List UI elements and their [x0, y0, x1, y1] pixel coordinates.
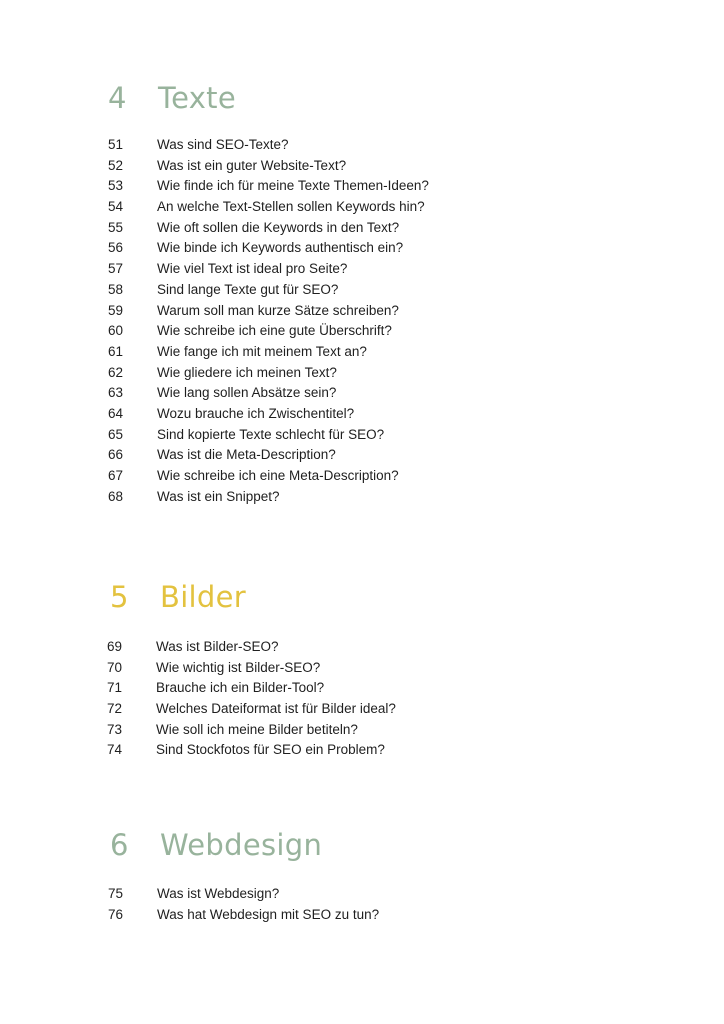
item-text: Wie viel Text ist ideal pro Seite? [157, 261, 348, 277]
section-title: Bilder [160, 580, 246, 614]
item-number: 54 [108, 199, 124, 215]
list-item [0, 156, 724, 177]
item-text: Sind lange Texte gut für SEO? [157, 281, 339, 297]
list-item [0, 466, 724, 487]
item-text: Was ist ein guter Website-Text? [157, 157, 347, 173]
section-heading [0, 577, 724, 617]
section-texte [0, 78, 724, 504]
item-number: 72 [107, 701, 123, 717]
item-number: 66 [108, 447, 124, 463]
list-item [0, 197, 724, 218]
list-item [0, 720, 724, 741]
item-number: 75 [108, 886, 124, 901]
section-title: Webdesign [160, 828, 323, 862]
item-number: 71 [107, 680, 123, 696]
item-number: 76 [108, 906, 124, 922]
item-number: 68 [108, 488, 124, 504]
list-item [0, 678, 724, 699]
item-text: Was ist die Meta-Description? [157, 447, 336, 463]
section-number: 5 [110, 580, 129, 614]
list-item [0, 363, 724, 384]
list-item [0, 884, 724, 905]
item-number: 59 [108, 302, 124, 318]
item-number: 56 [108, 240, 124, 256]
item-number: 57 [108, 261, 124, 277]
item-text: Wie binde ich Keywords authentisch ein? [157, 240, 404, 256]
item-number: 62 [108, 364, 124, 380]
item-number: 73 [107, 721, 123, 737]
item-number: 58 [108, 281, 124, 297]
item-number: 51 [108, 137, 124, 152]
list-item [0, 321, 724, 342]
item-text: Wie lang sollen Absätze sein? [157, 385, 337, 401]
list-item [0, 637, 724, 658]
list-item [0, 218, 724, 239]
item-text: Was ist Webdesign? [157, 886, 280, 901]
list-item [0, 259, 724, 280]
item-text: Wie schreibe ich eine gute Überschrift? [157, 323, 392, 339]
list-item [0, 905, 724, 926]
item-text: Wie wichtig ist Bilder-SEO? [156, 659, 321, 675]
item-text: Wie fange ich mit meinem Text an? [157, 343, 367, 359]
item-text: An welche Text-Stellen sollen Keywords hin? [157, 199, 425, 215]
section-heading [0, 825, 724, 865]
item-number: 53 [108, 178, 124, 194]
item-number: 70 [107, 659, 123, 675]
item-number: 60 [108, 323, 124, 339]
list-item [0, 280, 724, 301]
list-item [0, 238, 724, 259]
list-item [0, 487, 724, 508]
item-text: Was ist Bilder-SEO? [156, 639, 279, 654]
item-text: Sind kopierte Texte schlecht für SEO? [157, 426, 385, 442]
section-bilder [0, 577, 724, 758]
list-item [0, 658, 724, 679]
section-number: 6 [110, 828, 129, 862]
list-item [0, 445, 724, 466]
item-number: 74 [107, 742, 123, 758]
question-list [0, 135, 724, 507]
list-item [0, 404, 724, 425]
list-item [0, 342, 724, 363]
item-number: 69 [107, 639, 123, 654]
section-number: 4 [108, 81, 127, 115]
list-item [0, 301, 724, 322]
section-heading [0, 78, 724, 118]
item-text: Warum soll man kurze Sätze schreiben? [157, 302, 399, 318]
list-item [0, 699, 724, 720]
section-title: Texte [158, 81, 236, 115]
question-list [0, 884, 724, 925]
list-item [0, 740, 724, 761]
item-number: 63 [108, 385, 124, 401]
question-list [0, 637, 724, 761]
item-number: 55 [108, 219, 124, 235]
item-text: Wie oft sollen die Keywords in den Text? [157, 219, 400, 235]
item-text: Was hat Webdesign mit SEO zu tun? [157, 906, 380, 922]
section-webdesign [0, 825, 724, 922]
item-number: 52 [108, 157, 124, 173]
item-text: Wozu brauche ich Zwischentitel? [157, 405, 355, 421]
item-text: Wie gliedere ich meinen Text? [157, 364, 337, 380]
item-text: Brauche ich ein Bilder-Tool? [156, 680, 325, 696]
item-text: Wie soll ich meine Bilder betiteln? [156, 721, 358, 737]
item-text: Welches Dateiformat ist für Bilder ideal? [156, 701, 396, 717]
item-text: Was sind SEO-Texte? [157, 137, 289, 152]
item-text: Wie finde ich für meine Texte Themen-Ideen? [157, 178, 429, 194]
list-item [0, 383, 724, 404]
list-item [0, 425, 724, 446]
item-number: 61 [108, 343, 124, 359]
list-item [0, 176, 724, 197]
item-number: 64 [108, 405, 124, 421]
list-item [0, 135, 724, 156]
item-number: 67 [108, 468, 124, 483]
item-text: Wie schreibe ich eine Meta-Description? [157, 468, 399, 483]
item-text: Was ist ein Snippet? [157, 488, 280, 504]
item-text: Sind Stockfotos für SEO ein Problem? [156, 742, 385, 758]
item-number: 65 [108, 426, 124, 442]
